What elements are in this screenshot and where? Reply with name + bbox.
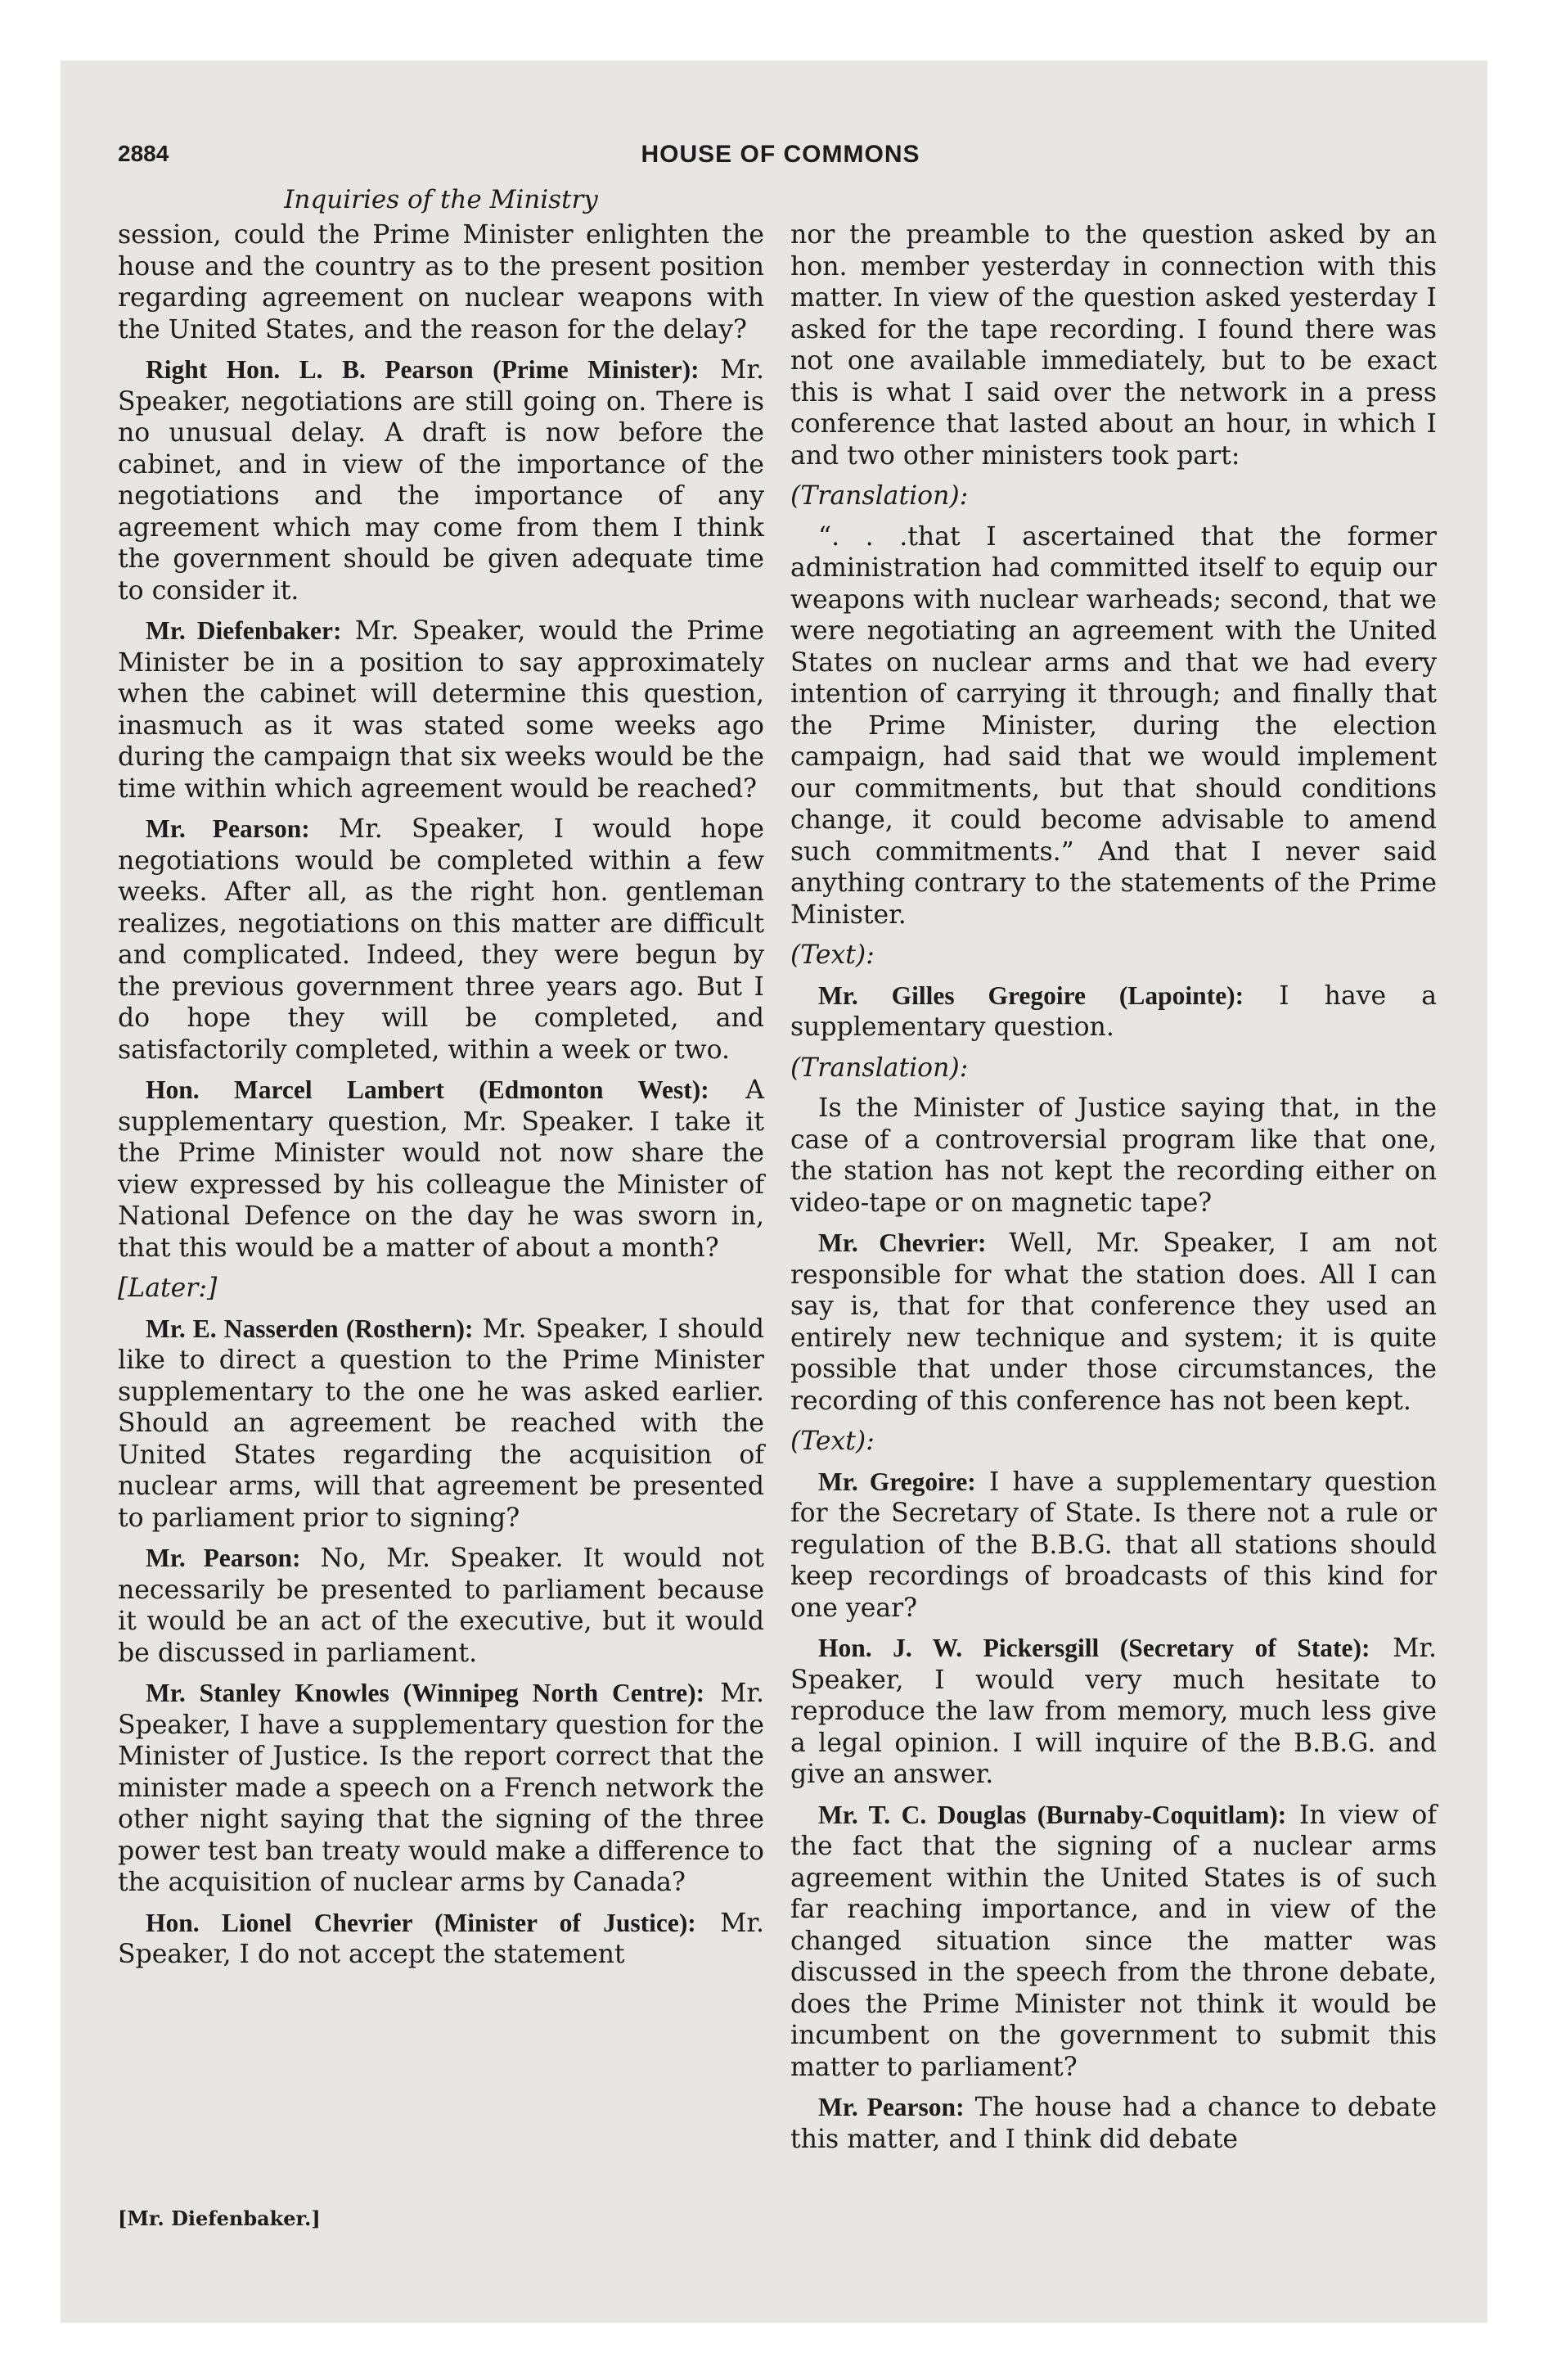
speech-text: Mr. Speaker, I have a supplementary question for the Minister of Justice. Is the report correct that the minister made a speech on a French network the other night saying that the signing of the three power test ban treaty would make a difference to the acquisition of nuclear arms by Canada?: [118, 1679, 764, 1897]
speech-text: Mr. Speaker, I would hope negotiations would be completed within a few weeks. After all, as the right hon. gentleman realizes, negotiations on this matter are difficult and complicated. Indeed, they were begun by the previous government three years ago. But I do hope they will be completed, and satisfactorily completed, within a week or two.: [118, 814, 765, 1065]
paragraph: nor the preamble to the question asked by an hon. member yesterday in connection with this matter. In view of the question asked yesterday I asked for the tape recording. I found there was not one available immediately, but to be exact this is what I said over the network in a press conference that lasted about an hour, in which I and two other ministers took part:: [790, 220, 1437, 471]
speech-text: In view of the fact that the signing of a nuclear arms agreement within the United States is of such far reaching importance, and in view of the changed situation since the matter was discussed in the speech from the throne debate, does the Prime Minister not think it would be incumbent on the government to submit this matter to parliament?: [790, 1800, 1437, 2082]
speaker: Mr. Diefenbaker:: [146, 616, 342, 645]
speech: [790, 1467, 1437, 1625]
text-label: (Text):: [790, 940, 875, 970]
speaker: Mr. T. C. Douglas (Burnaby-Coquitlam):: [818, 1800, 1287, 1829]
page-header: [118, 141, 1443, 174]
speech: [790, 1800, 1437, 2084]
speech: [790, 1228, 1437, 1417]
speech: [118, 615, 764, 805]
speaker: Mr. Chevrier:: [818, 1228, 987, 1257]
speaker: Mr. Gilles Gregoire (Lapointe):: [818, 980, 1244, 1010]
speech-text: I have a supplementary question.: [790, 980, 1437, 1042]
speaker: Right Hon. L. B. Pearson (Prime Minister):: [146, 355, 700, 384]
speaker: Mr. Gregoire:: [818, 1467, 976, 1496]
page-footer: [Mr. Diefenbaker.]: [118, 2206, 321, 2230]
speaker: Mr. Pearson:: [818, 2093, 965, 2121]
speech-text: A supplementary question, Mr. Speaker. I take it the Prime Minister would not now share the view expressed by his colleague the Minister of National Defence on the day he was sworn in, that this would be a matter of about a month?: [118, 1075, 764, 1263]
section-subtitle: Inquiries of the Ministry: [284, 185, 598, 214]
speech: [790, 980, 1437, 1044]
speech: [118, 1908, 764, 1971]
speech: [118, 1678, 764, 1899]
later-label: [Later:]: [118, 1273, 218, 1303]
speaker: Hon. Lionel Chevrier (Minister of Justice):: [146, 1908, 696, 1937]
paragraph: Is the Minister of Justice saying that, in the case of a controversial program like that one, the station has not kept the recording either on video-tape or on magnetic tape?: [790, 1093, 1437, 1218]
right-column: [790, 219, 1437, 2164]
speech-text: Mr. Speaker, would the Prime Minister be in a position to say approximately when the cabinet will determine this question, inasmuch as it was stated some weeks ago during the campaign that six weeks would be the time within which agreement would be reached?: [118, 616, 764, 804]
speech: [118, 354, 764, 606]
speaker: Mr. Pearson:: [146, 1544, 301, 1572]
paragraph: session, could the Prime Minister enlighten the house and the country as to the present position regarding agreement on nuclear weapons with the United States, and the reason for the delay?: [118, 220, 764, 345]
page-title: HOUSE OF COMMONS: [641, 141, 920, 168]
text-label: (Text):: [790, 1427, 875, 1456]
speech-text: Mr. Speaker, I should like to direct a question to the Prime Minister supplementary to the one he was asked earlier. Should an agreement be reached with the United States regarding the acquisition of nuclear arms, will that agreement be presented to parliament prior to signing?: [118, 1314, 764, 1533]
left-column: [118, 219, 764, 1980]
speech-text: I have a supplementary question for the Secretary of State. Is there not a rule or regulation of the B.B.G. that all stations should keep recordings of broadcasts of this kind for one year?: [790, 1467, 1437, 1623]
speaker: Hon. J. W. Pickersgill (Secretary of State):: [818, 1634, 1370, 1662]
translation-label: (Translation):: [790, 1053, 969, 1083]
speech: [790, 1633, 1437, 1791]
page-number: 2884: [118, 141, 169, 166]
speech-text: The house had a chance to debate this matter, and I think did debate: [790, 2093, 1437, 2154]
quoted-statement: “. . .that I ascertained that the former administration had committed itself to equip our weapons with nuclear warheads; second, that we were negotiating an agreement with the United States on nuclear arms and that we had every intention of carrying it through; and finally that the Prime Minister, during the election campaign, had said that we would implement our commitments, but that should conditions change, it could become advisable to amend such commitments.” And that I never said anything contrary to the statements of the Prime Minister.: [790, 521, 1437, 930]
speech: [118, 1314, 764, 1535]
speech-text: No, Mr. Speaker. It would not necessarily be presented to parliament because it would be an act of the executive, but it would be discussed in parliament.: [118, 1544, 764, 1668]
speaker: Mr. Pearson:: [146, 814, 310, 843]
speech: [118, 814, 764, 1066]
speech: [790, 2092, 1437, 2155]
speech-text: Mr. Speaker, I would very much hesitate to reproduce the law from memory, much less give a legal opinion. I will inquire of the B.B.G. and give an answer.: [790, 1634, 1437, 1789]
speech-text: Mr. Speaker, negotiations are still going on. There is no unusual delay. A draft is now before the cabinet, and in view of the importance of the negotiations and the importance of any agreement which may come from them I think the government should be given adequate time to consider it.: [118, 355, 764, 606]
speaker: Mr. E. Nasserden (Rosthern):: [146, 1314, 474, 1343]
speech: [118, 1543, 764, 1669]
speaker: Mr. Stanley Knowles (Winnipeg North Centre):: [146, 1679, 705, 1707]
speech: [118, 1075, 764, 1264]
speaker: Hon. Marcel Lambert (Edmonton West):: [146, 1075, 709, 1104]
speech-text: Mr. Speaker, I do not accept the statement: [118, 1908, 764, 1969]
speech-text: Well, Mr. Speaker, I am not responsible for what the station does. All I can say is, that for that conference they used an entirely new technique and system; it is quite possible that under those circumstances, the recording of this conference has not been kept.: [790, 1228, 1437, 1416]
translation-label: (Translation):: [790, 481, 969, 511]
